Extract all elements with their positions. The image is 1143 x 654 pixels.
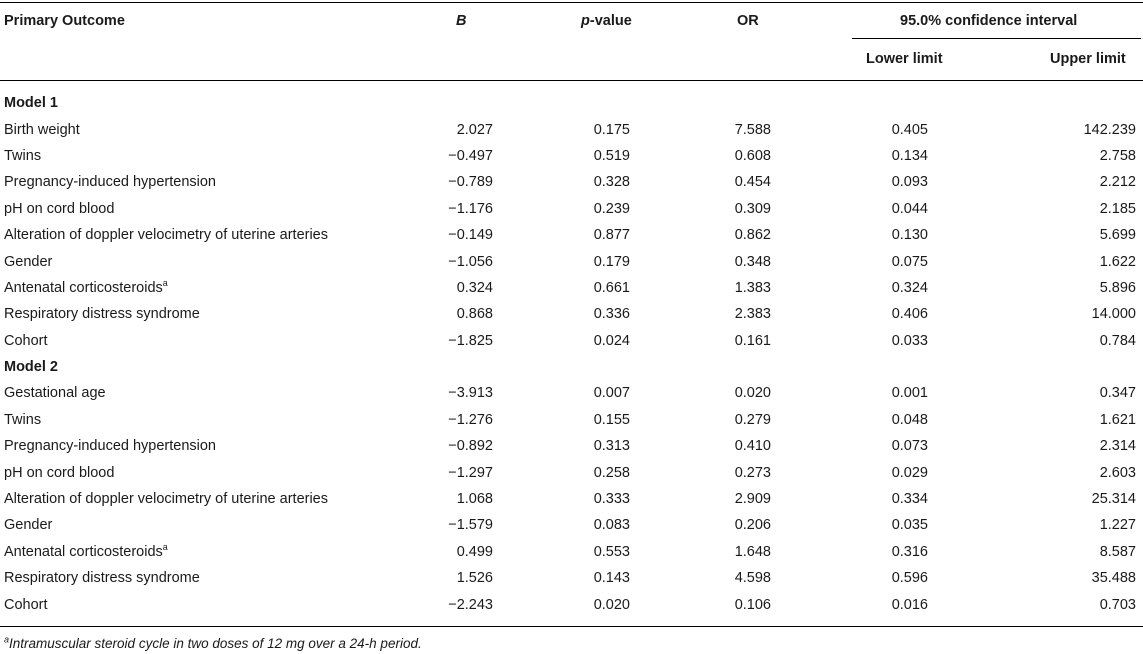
cell-b: −3.913 bbox=[448, 385, 493, 402]
footnote bbox=[4, 636, 422, 652]
row-label-text: Cohort bbox=[4, 596, 48, 613]
cell-or: 0.608 bbox=[734, 147, 771, 164]
cell-or: 0.020 bbox=[734, 385, 771, 402]
cell-b: 2.027 bbox=[456, 121, 493, 138]
row-label-text: Twins bbox=[4, 147, 42, 164]
header-ci: 95.0% confidence interval bbox=[900, 13, 1078, 29]
bottom-rule bbox=[0, 626, 1143, 627]
header-or: OR bbox=[737, 13, 759, 29]
footnote-mark: a bbox=[4, 634, 10, 645]
table-row bbox=[0, 275, 1143, 301]
cell-lower: 0.016 bbox=[891, 596, 928, 613]
cell-lower: 0.406 bbox=[891, 306, 928, 323]
row-label bbox=[0, 248, 420, 274]
cell-b: 1.526 bbox=[456, 570, 493, 587]
cell-p: 0.175 bbox=[593, 121, 630, 138]
row-label bbox=[0, 222, 420, 248]
cell-b: −1.176 bbox=[448, 200, 493, 217]
cell-b: −1.297 bbox=[448, 464, 493, 481]
table-row bbox=[0, 539, 1143, 565]
row-label-text: Gender bbox=[4, 517, 53, 534]
cell-upper: 8.587 bbox=[1099, 543, 1136, 560]
footnote-marker: a bbox=[162, 278, 168, 289]
row-label bbox=[0, 196, 420, 222]
row-label-text: Antenatal corticosteroids bbox=[4, 279, 163, 296]
cell-or: 4.598 bbox=[734, 570, 771, 587]
cell-p: 0.328 bbox=[593, 174, 630, 191]
cell-lower: 0.596 bbox=[891, 570, 928, 587]
cell-upper: 1.621 bbox=[1099, 411, 1136, 428]
cell-lower: 0.093 bbox=[891, 174, 928, 191]
cell-or: 0.348 bbox=[734, 253, 771, 270]
row-label bbox=[0, 301, 420, 327]
table-row bbox=[0, 248, 1143, 274]
results-body bbox=[0, 90, 1143, 618]
row-padding bbox=[1136, 459, 1143, 485]
cell-b: 1.068 bbox=[456, 491, 493, 508]
cell-b: −1.056 bbox=[448, 253, 493, 270]
cell-or: 1.648 bbox=[734, 543, 771, 560]
cell-upper: 0.784 bbox=[1099, 332, 1136, 349]
cell-lower: 0.130 bbox=[891, 227, 928, 244]
row-label-text: Alteration of doppler velocimetry of uterine arteries bbox=[4, 227, 328, 244]
header-b-text: B bbox=[456, 13, 467, 29]
cell-or: 0.161 bbox=[734, 332, 771, 349]
row-padding bbox=[1136, 328, 1143, 354]
row-padding bbox=[1136, 380, 1143, 406]
cell-p: 0.877 bbox=[593, 227, 630, 244]
header-rule bbox=[0, 80, 1143, 81]
cell-upper: 0.347 bbox=[1099, 385, 1136, 402]
results-table bbox=[0, 90, 1143, 618]
cell-or: 0.279 bbox=[734, 411, 771, 428]
row-label-text: Antenatal corticosteroids bbox=[4, 543, 163, 560]
row-label bbox=[0, 433, 420, 459]
table-row bbox=[0, 143, 1143, 169]
cell-or: 0.309 bbox=[734, 200, 771, 217]
cell-lower: 0.134 bbox=[891, 147, 928, 164]
cell-lower: 0.001 bbox=[891, 385, 928, 402]
footnote-marker: a bbox=[162, 542, 168, 552]
cell-b: −1.825 bbox=[448, 332, 493, 349]
header-upper-limit: Upper limit bbox=[1050, 51, 1126, 67]
cell-upper: 5.699 bbox=[1099, 227, 1136, 244]
cell-lower: 0.334 bbox=[891, 491, 928, 508]
table-row bbox=[0, 380, 1143, 406]
row-padding bbox=[1136, 407, 1143, 433]
cell-p: 0.024 bbox=[593, 332, 630, 349]
row-padding bbox=[1136, 169, 1143, 195]
row-label-text: Pregnancy-induced hypertension bbox=[4, 174, 216, 191]
cell-b: −1.276 bbox=[448, 411, 493, 428]
row-label-text: Twins bbox=[4, 411, 42, 428]
row-label bbox=[0, 512, 420, 538]
cell-p: 0.258 bbox=[593, 464, 630, 481]
cell-or: 0.106 bbox=[734, 596, 771, 613]
row-label bbox=[0, 143, 420, 169]
row-label bbox=[0, 328, 420, 354]
table-row bbox=[0, 169, 1143, 195]
row-padding bbox=[1136, 275, 1143, 301]
cell-b: 0.868 bbox=[456, 306, 493, 323]
row-label-text: Pregnancy-induced hypertension bbox=[4, 438, 216, 455]
cell-p: 0.007 bbox=[593, 385, 630, 402]
model-title: Model 1 bbox=[4, 95, 58, 112]
cell-lower: 0.035 bbox=[891, 517, 928, 534]
cell-upper: 5.896 bbox=[1099, 279, 1136, 296]
cell-p: 0.553 bbox=[593, 543, 630, 560]
cell-lower: 0.316 bbox=[891, 543, 928, 560]
cell-or: 0.454 bbox=[734, 174, 771, 191]
cell-b: −1.579 bbox=[448, 517, 493, 534]
row-padding bbox=[1136, 565, 1143, 591]
cell-p: 0.313 bbox=[593, 438, 630, 455]
cell-upper: 2.212 bbox=[1099, 174, 1136, 191]
table-row bbox=[0, 486, 1143, 512]
cell-b: −2.243 bbox=[448, 596, 493, 613]
cell-upper: 142.239 bbox=[1083, 121, 1136, 138]
model-header-row bbox=[0, 354, 1143, 380]
cell-or: 0.410 bbox=[734, 438, 771, 455]
row-label-text: Gender bbox=[4, 253, 53, 270]
cell-upper: 0.703 bbox=[1099, 596, 1136, 613]
row-padding bbox=[1136, 222, 1143, 248]
table-row bbox=[0, 222, 1143, 248]
row-label-text: pH on cord blood bbox=[4, 200, 115, 217]
row-padding bbox=[1136, 591, 1143, 617]
header-primary-outcome: Primary Outcome bbox=[4, 13, 125, 29]
cell-p: 0.333 bbox=[593, 491, 630, 508]
table-row bbox=[0, 407, 1143, 433]
ci-group-rule bbox=[852, 38, 1141, 39]
row-label bbox=[0, 169, 420, 195]
table-row bbox=[0, 459, 1143, 485]
row-label bbox=[0, 591, 420, 617]
cell-lower: 0.405 bbox=[891, 121, 928, 138]
row-padding bbox=[1136, 196, 1143, 222]
table-row bbox=[0, 196, 1143, 222]
row-label bbox=[0, 407, 420, 433]
top-rule bbox=[0, 2, 1143, 3]
cell-upper: 35.488 bbox=[1091, 570, 1136, 587]
cell-b: 0.324 bbox=[456, 279, 493, 296]
cell-b: −0.789 bbox=[448, 174, 493, 191]
row-label bbox=[0, 459, 420, 485]
table-row bbox=[0, 301, 1143, 327]
cell-lower: 0.075 bbox=[891, 253, 928, 270]
cell-or: 2.909 bbox=[734, 491, 771, 508]
cell-or: 0.862 bbox=[734, 227, 771, 244]
row-label bbox=[0, 275, 420, 301]
row-padding bbox=[1136, 301, 1143, 327]
table-row bbox=[0, 433, 1143, 459]
cell-b: −0.497 bbox=[448, 147, 493, 164]
table-row bbox=[0, 116, 1143, 142]
row-padding bbox=[1136, 539, 1143, 565]
model-header-row bbox=[0, 90, 1143, 116]
cell-p: 0.519 bbox=[593, 147, 630, 164]
cell-or: 1.383 bbox=[734, 279, 771, 296]
cell-b: −0.149 bbox=[448, 227, 493, 244]
row-label bbox=[0, 380, 420, 406]
row-label bbox=[0, 486, 420, 512]
cell-or: 2.383 bbox=[734, 306, 771, 323]
cell-p: 0.020 bbox=[593, 596, 630, 613]
cell-p: 0.155 bbox=[593, 411, 630, 428]
header-p-italic: p bbox=[581, 13, 590, 29]
cell-p: 0.179 bbox=[593, 253, 630, 270]
row-padding bbox=[1136, 433, 1143, 459]
cell-or: 7.588 bbox=[734, 121, 771, 138]
row-label-text: Cohort bbox=[4, 332, 48, 349]
footnote-text: Intramuscular steroid cycle in two doses of 12 mg over a 24-h period. bbox=[9, 636, 422, 651]
cell-b: 0.499 bbox=[456, 543, 493, 560]
table-row bbox=[0, 512, 1143, 538]
cell-upper: 2.185 bbox=[1099, 200, 1136, 217]
cell-or: 0.273 bbox=[734, 464, 771, 481]
row-label-text: Gestational age bbox=[4, 385, 106, 402]
cell-p: 0.661 bbox=[593, 279, 630, 296]
cell-upper: 2.314 bbox=[1099, 438, 1136, 455]
row-padding bbox=[1136, 248, 1143, 274]
row-padding bbox=[1136, 512, 1143, 538]
row-padding bbox=[1136, 116, 1143, 142]
table-row bbox=[0, 591, 1143, 617]
row-padding bbox=[1136, 143, 1143, 169]
cell-lower: 0.073 bbox=[891, 438, 928, 455]
cell-lower: 0.044 bbox=[891, 200, 928, 217]
row-label-text: pH on cord blood bbox=[4, 464, 115, 481]
row-label bbox=[0, 116, 420, 142]
cell-upper: 1.622 bbox=[1099, 253, 1136, 270]
model-title: Model 2 bbox=[4, 359, 58, 376]
cell-upper: 14.000 bbox=[1091, 306, 1136, 323]
cell-lower: 0.029 bbox=[891, 464, 928, 481]
cell-lower: 0.048 bbox=[891, 411, 928, 428]
row-label-text: Birth weight bbox=[4, 121, 80, 138]
cell-p: 0.239 bbox=[593, 200, 630, 217]
cell-upper: 25.314 bbox=[1091, 491, 1136, 508]
row-label bbox=[0, 565, 420, 591]
row-label-text: Alteration of doppler velocimetry of uterine arteries bbox=[4, 491, 328, 508]
cell-upper: 1.227 bbox=[1099, 517, 1136, 534]
row-padding bbox=[1136, 486, 1143, 512]
row-label-text: Respiratory distress syndrome bbox=[4, 570, 200, 587]
cell-lower: 0.033 bbox=[891, 332, 928, 349]
header-p-rest: -value bbox=[589, 13, 632, 29]
cell-p: 0.143 bbox=[593, 570, 630, 587]
row-label-text: Respiratory distress syndrome bbox=[4, 306, 200, 323]
cell-lower: 0.324 bbox=[891, 279, 928, 296]
cell-or: 0.206 bbox=[734, 517, 771, 534]
header-p-value bbox=[581, 12, 632, 30]
header-lower-limit: Lower limit bbox=[866, 51, 943, 67]
cell-p: 0.336 bbox=[593, 306, 630, 323]
cell-upper: 2.603 bbox=[1099, 464, 1136, 481]
table-row bbox=[0, 565, 1143, 591]
row-label bbox=[0, 539, 420, 565]
cell-upper: 2.758 bbox=[1099, 147, 1136, 164]
header-b bbox=[456, 12, 466, 30]
table-row bbox=[0, 328, 1143, 354]
cell-b: −0.892 bbox=[448, 438, 493, 455]
cell-p: 0.083 bbox=[593, 517, 630, 534]
